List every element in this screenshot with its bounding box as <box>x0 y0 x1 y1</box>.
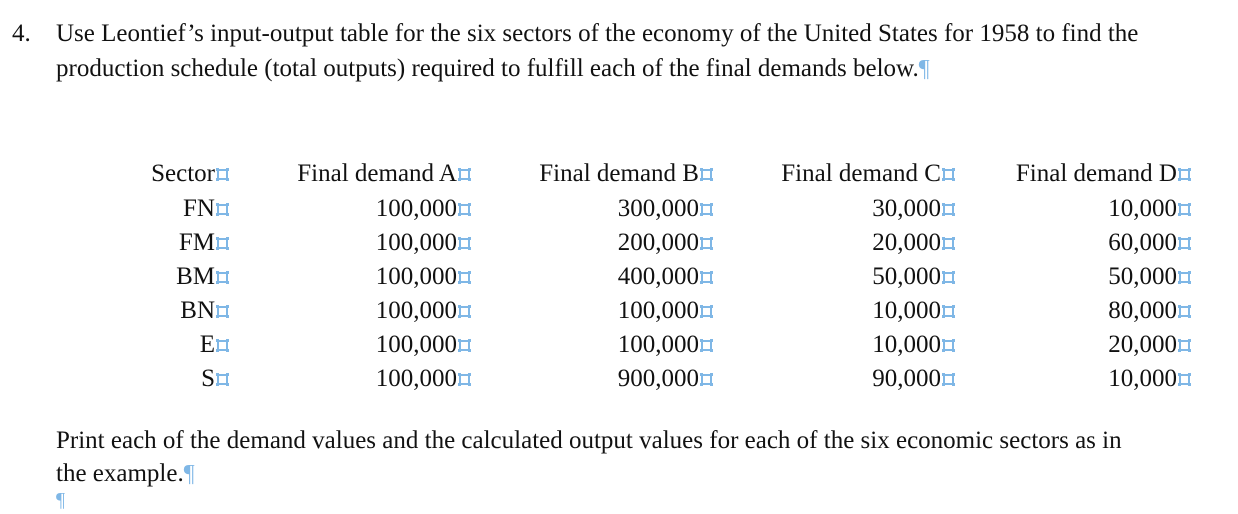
header-demand-a <box>228 156 470 192</box>
demand-a-cell <box>228 260 470 294</box>
table-row <box>110 260 1190 294</box>
cell-end-mark-icon <box>1179 204 1190 215</box>
cell-end-mark-icon <box>459 340 470 351</box>
sector-cell <box>110 328 228 362</box>
cell-end-mark-icon <box>701 169 712 180</box>
paragraph-mark-icon: ¶ <box>918 56 930 82</box>
header-demand-d <box>954 156 1190 192</box>
demand-b-cell <box>470 226 712 260</box>
final-demand-table <box>110 156 1190 396</box>
cell-end-mark-icon <box>943 374 954 385</box>
instruction-paragraph <box>56 424 1156 491</box>
header-sector-label: Sector <box>151 160 215 187</box>
demand-c-cell <box>712 226 954 260</box>
sector-label: FM <box>178 229 215 256</box>
cell-end-mark-icon <box>459 238 470 249</box>
demand-value: 20,000 <box>1108 331 1177 358</box>
cell-end-mark-icon <box>701 374 712 385</box>
demand-d-cell <box>954 260 1190 294</box>
sector-cell <box>110 226 228 260</box>
problem-text: Use Leontief’s input-output table for the six sectors of the economy of the United States for 1958 to find the production schedule (total outputs) required to fulfill each of the final demands below. <box>56 20 1139 82</box>
demand-a-cell <box>228 192 470 226</box>
header-demand-a-label: Final demand A <box>297 160 457 187</box>
cell-end-mark-icon <box>1179 340 1190 351</box>
demand-value: 200,000 <box>617 229 699 256</box>
cell-end-mark-icon <box>1179 374 1190 385</box>
cell-end-mark-icon <box>217 272 228 283</box>
paragraph-mark-icon: ¶ <box>183 461 195 487</box>
demand-value: 100,000 <box>617 297 699 324</box>
demand-value: 60,000 <box>1108 229 1177 256</box>
cell-end-mark-icon <box>217 340 228 351</box>
demand-c-cell <box>712 328 954 362</box>
demand-d-cell <box>954 328 1190 362</box>
demand-value: 30,000 <box>872 195 941 222</box>
table-row <box>110 294 1190 328</box>
cell-end-mark-icon <box>1179 169 1190 180</box>
cell-end-mark-icon <box>701 204 712 215</box>
demand-c-cell <box>712 260 954 294</box>
sector-label: BM <box>176 263 215 290</box>
demand-b-cell <box>470 294 712 328</box>
header-sector <box>110 156 228 192</box>
cell-end-mark-icon <box>1179 306 1190 317</box>
instruction-text: Print each of the demand values and the calculated output values for each of the six economic sectors as in the example. <box>56 427 1122 487</box>
demand-a-cell <box>228 362 470 396</box>
problem-text-block <box>56 16 1166 87</box>
empty-paragraph-mark-icon: ¶ <box>56 489 66 511</box>
demand-a-cell <box>228 328 470 362</box>
cell-end-mark-icon <box>459 374 470 385</box>
demand-value: 400,000 <box>617 263 699 290</box>
cell-end-mark-icon <box>943 272 954 283</box>
demand-value: 300,000 <box>617 195 699 222</box>
cell-end-mark-icon <box>217 204 228 215</box>
cell-end-mark-icon <box>217 306 228 317</box>
demand-value: 10,000 <box>872 297 941 324</box>
demand-value: 80,000 <box>1108 297 1177 324</box>
header-demand-c-label: Final demand C <box>781 160 941 187</box>
sector-cell <box>110 294 228 328</box>
demand-value: 50,000 <box>872 263 941 290</box>
demand-value: 10,000 <box>872 331 941 358</box>
sector-label: FN <box>183 195 215 222</box>
cell-end-mark-icon <box>701 340 712 351</box>
cell-end-mark-icon <box>701 272 712 283</box>
sector-cell <box>110 362 228 396</box>
header-demand-c <box>712 156 954 192</box>
cell-end-mark-icon <box>459 272 470 283</box>
table-row <box>110 328 1190 362</box>
cell-end-mark-icon <box>943 204 954 215</box>
cell-end-mark-icon <box>459 204 470 215</box>
demand-b-cell <box>470 260 712 294</box>
sector-label: E <box>199 331 215 358</box>
demand-value: 100,000 <box>375 195 457 222</box>
cell-end-mark-icon <box>943 306 954 317</box>
cell-end-mark-icon <box>459 306 470 317</box>
cell-end-mark-icon <box>459 169 470 180</box>
header-demand-b-label: Final demand B <box>539 160 699 187</box>
table-header-row <box>110 156 1190 192</box>
table-row <box>110 226 1190 260</box>
cell-end-mark-icon <box>217 238 228 249</box>
demand-value: 100,000 <box>375 365 457 392</box>
demand-d-cell <box>954 192 1190 226</box>
demand-value: 10,000 <box>1108 365 1177 392</box>
cell-end-mark-icon <box>943 169 954 180</box>
demand-value: 100,000 <box>375 229 457 256</box>
demand-value: 100,000 <box>375 331 457 358</box>
cell-end-mark-icon <box>1179 238 1190 249</box>
demand-c-cell <box>712 294 954 328</box>
demand-d-cell <box>954 294 1190 328</box>
demand-a-cell <box>228 226 470 260</box>
demand-value: 100,000 <box>375 297 457 324</box>
demand-value: 100,000 <box>375 263 457 290</box>
demand-c-cell <box>712 192 954 226</box>
demand-value: 50,000 <box>1108 263 1177 290</box>
sector-label: S <box>201 365 215 392</box>
cell-end-mark-icon <box>217 169 228 180</box>
demand-b-cell <box>470 362 712 396</box>
sector-cell <box>110 192 228 226</box>
problem-number: 4. <box>12 20 31 47</box>
cell-end-mark-icon <box>217 374 228 385</box>
demand-a-cell <box>228 294 470 328</box>
table-row <box>110 362 1190 396</box>
demand-b-cell <box>470 328 712 362</box>
sector-label: BN <box>180 297 215 324</box>
demand-value: 10,000 <box>1108 195 1177 222</box>
cell-end-mark-icon <box>943 238 954 249</box>
demand-value: 900,000 <box>617 365 699 392</box>
demand-value: 100,000 <box>617 331 699 358</box>
demand-d-cell <box>954 362 1190 396</box>
cell-end-mark-icon <box>701 306 712 317</box>
demand-d-cell <box>954 226 1190 260</box>
demand-value: 20,000 <box>872 229 941 256</box>
cell-end-mark-icon <box>943 340 954 351</box>
header-demand-b <box>470 156 712 192</box>
sector-cell <box>110 260 228 294</box>
cell-end-mark-icon <box>1179 272 1190 283</box>
demand-c-cell <box>712 362 954 396</box>
cell-end-mark-icon <box>701 238 712 249</box>
header-demand-d-label: Final demand D <box>1015 160 1177 187</box>
table-row <box>110 192 1190 226</box>
demand-value: 90,000 <box>872 365 941 392</box>
demand-b-cell <box>470 192 712 226</box>
